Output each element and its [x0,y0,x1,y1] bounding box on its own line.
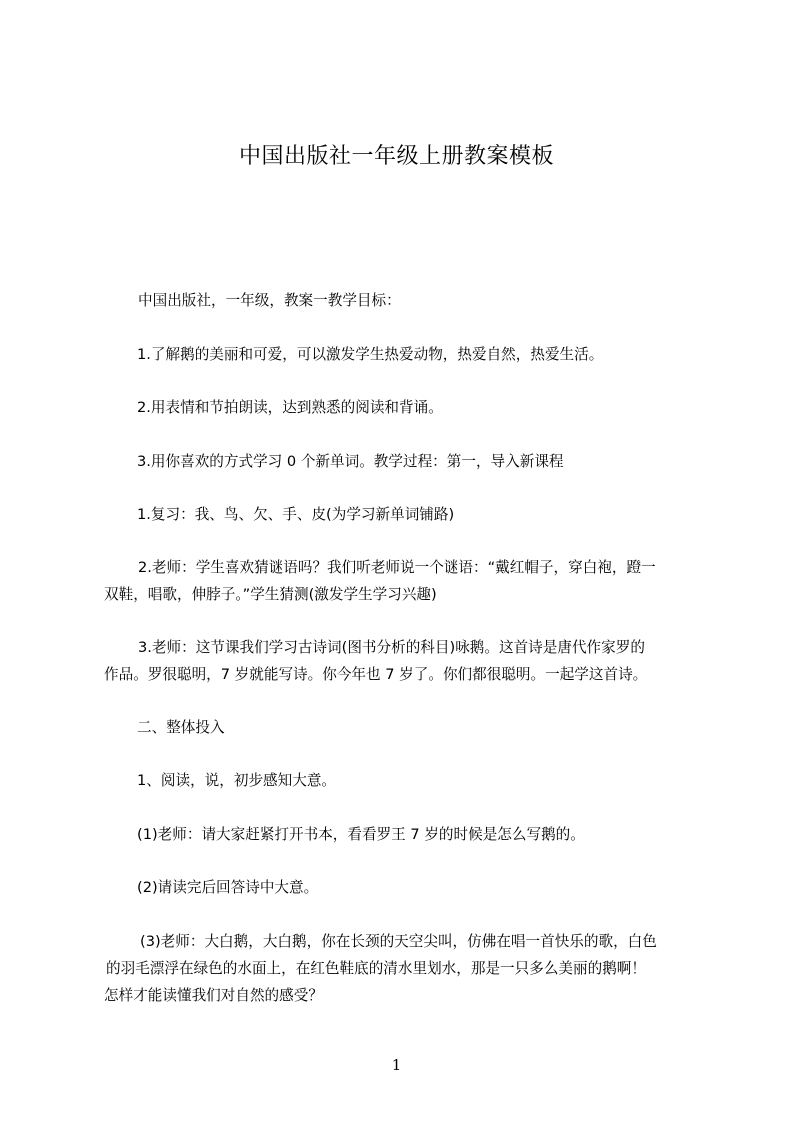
paragraph-objective-3 [137,448,747,475]
paragraph-step-3 [104,928,714,1009]
paragraph-line: 怎样才能读懂我们对自然的感受？ [104,987,323,1004]
paragraph-objectives-heading [138,287,748,314]
paragraph-objective-2 [137,394,747,421]
paragraph-line: 3.老师：这节课我们学习古诗词(图书分析的科目)咏鹅。这首诗是唐代作家罗的 [138,639,645,656]
paragraph-section-2-heading [137,714,747,741]
paragraph-line: 3.用你喜欢的方式学习 0 个新单词。教学过程：第一，导入新课程 [137,453,564,470]
paragraph-line: (1)老师：请大家赶紧打开书本，看看罗王 7 岁的时候是怎么写鹅的。 [137,826,585,843]
paragraph-objective-1 [137,341,747,368]
paragraph-line: 2.老师：学生喜欢猜谜语吗？我们听老师说一个谜语：“戴红帽子，穿白袍，蹬一 [138,559,656,576]
paragraph-line: 1、阅读，说，初步感知大意。 [137,772,337,789]
paragraph-step-2 [137,874,747,901]
paragraph-reading [137,767,747,794]
paragraph-line: 双鞋，唱歌，伸脖子。”学生猜测(激发学生学习兴趣) [104,586,437,603]
paragraph-line: (3)老师：大白鹅，大白鹅，你在长颈的天空尖叫，仿佛在唱一首快乐的歌，白色 [140,933,657,950]
paragraph-line: 的羽毛漂浮在绿色的水面上，在红色鞋底的清水里划水，那是一只多么美丽的鹅啊！ [106,960,646,977]
paragraph-riddle [104,554,714,608]
paragraph-line: 2.用表情和节拍朗读，达到熟悉的阅读和背诵。 [137,399,443,416]
page-number: 1 [391,1056,402,1074]
paragraph-line: 作品。罗很聪明，7 岁就能写诗。你今年也 7 岁了。你们都很聪明。一起学这首诗。 [104,666,648,683]
paragraph-poem-intro [104,634,714,688]
paragraph-line: 1.复习：我、鸟、欠、手、皮(为学习新单词铺路) [137,506,455,523]
paragraph-review [137,501,747,528]
paragraph-line: 中国出版社，一年级，教案一教学目标： [138,292,401,309]
document-title: 中国出版社一年级上册教案模板 [238,144,554,169]
paragraph-line: 二、整体投入 [137,719,225,736]
paragraph-line: (2)请读完后回答诗中大意。 [137,879,319,896]
paragraph-step-1 [137,821,747,848]
paragraph-line: 1.了解鹅的美丽和可爱，可以激发学生热爱动物，热爱自然，热爱生活。 [137,346,604,363]
